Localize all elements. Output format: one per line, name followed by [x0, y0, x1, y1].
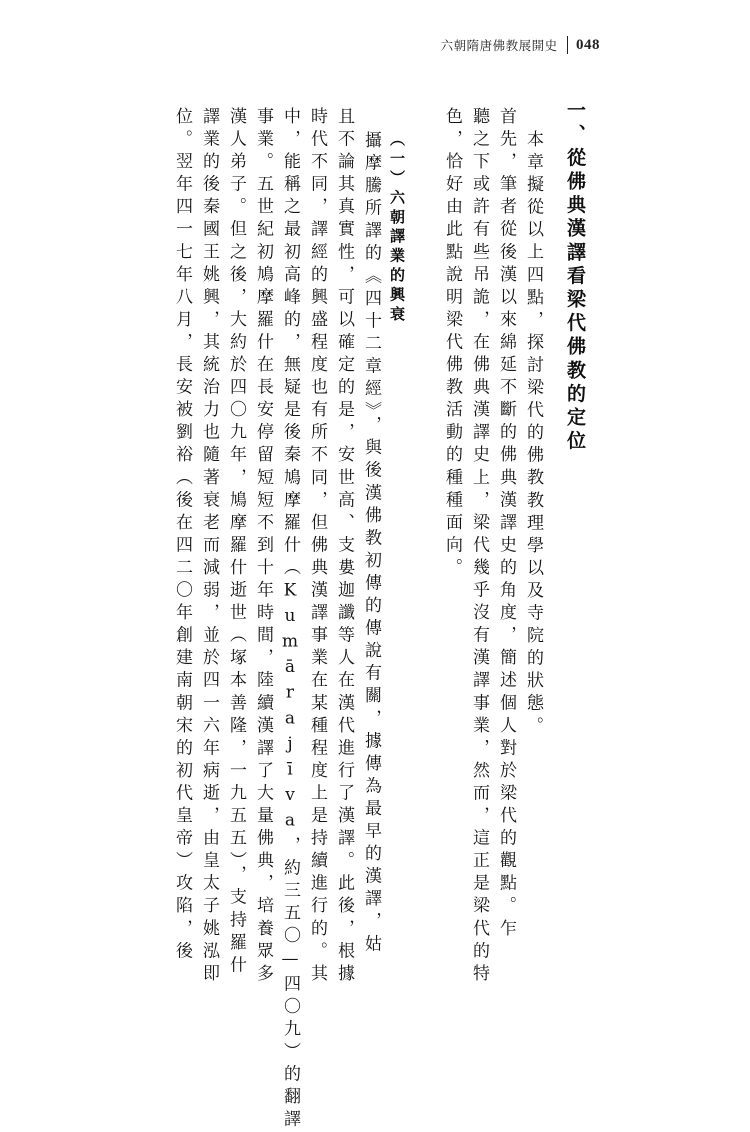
paragraph-line: 且不論其真實性，可以確定的是，安世高、支婁迦讖等人在漢代進行了漢譯。此後，根據	[334, 107, 354, 987]
paragraph-line: 首先，筆者從後漢以來綿延不斷的佛典漢譯史的角度，簡述個人對於梁代的觀點。乍	[496, 107, 516, 942]
paragraph-line: 事業。五世紀初鳩摩羅什在長安停留短短不到十年時間，陸續漢譯了大量佛典，培養眾多	[253, 107, 273, 987]
paragraph-line: 譯業的後秦國王姚興，其統治力也隨著衰老而減弱，並於四一六年病逝，由皇太子姚泓即	[199, 107, 219, 987]
page-number: 048	[576, 36, 600, 53]
header-divider	[567, 36, 568, 54]
paragraph-line: 色，恰好由此點說明梁代佛教活動的種種面向。	[442, 107, 462, 581]
subsection-heading: （一）六朝譯業的興衰	[388, 131, 406, 325]
paragraph-line: 聽之下或許有些吊詭，在佛典漢譯史上，梁代幾乎沒有漢譯事業，然而，這正是梁代的特	[469, 107, 489, 987]
paragraph-line: 中，能稱之最初高峰的，無疑是後秦鳩摩羅什（Kumārajīva，約三五〇—四〇九）的翻譯	[280, 107, 300, 1132]
paragraph-line: 時代不同，譯經的興盛程度也有所不同，但佛典漢譯事業在某種程度上是持續進行的。其	[307, 107, 327, 987]
paragraph-line: 攝摩騰所譯的《四十二章經》，與後漢佛教初傳的傳說有關，據傳為最早的漢譯，姑	[361, 131, 381, 957]
paragraph-line: 位。翌年四一七年八月，長安被劉裕（後在四二〇年創建南朝宋的初代皇帝）攻陷，後	[172, 107, 192, 964]
running-title: 六朝隋唐佛教展開史	[440, 38, 558, 53]
running-header	[441, 36, 600, 54]
paragraph-line: 本章擬從以上四點，探討梁代的佛教教理學以及寺院的狀態。	[523, 130, 543, 739]
paragraph-line: 漢人弟子。但之後，大約於四〇九年，鳩摩羅什逝世（塚本善隆，一九五五），支持羅什	[226, 107, 246, 978]
section-heading: 一、從佛典漢譯看梁代佛教的定位	[564, 100, 586, 454]
